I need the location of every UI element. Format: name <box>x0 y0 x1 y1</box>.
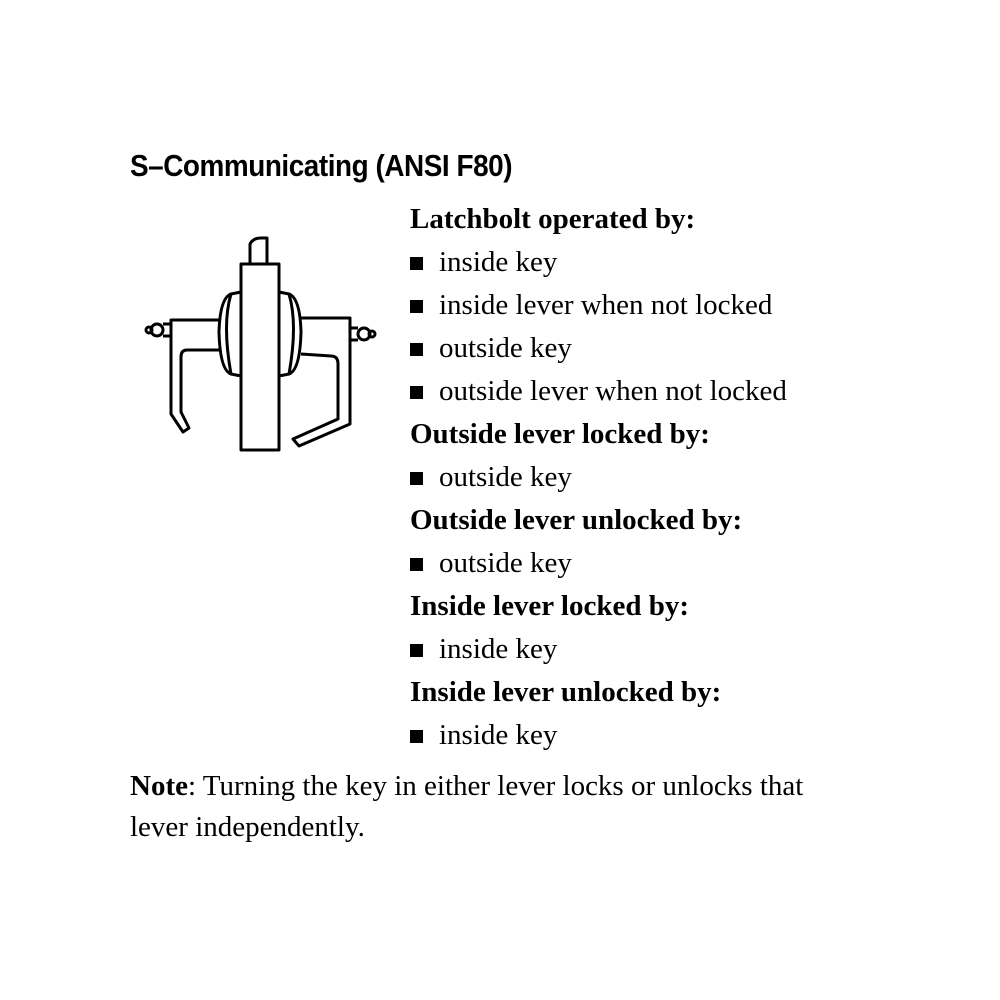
list-item: outside key <box>410 327 787 370</box>
note-label: Note <box>130 770 188 802</box>
section-heading: Inside lever locked by: <box>410 590 689 622</box>
list-item: inside key <box>410 241 787 284</box>
lever-lockset-icon <box>135 232 385 462</box>
list-item: inside key <box>410 714 787 757</box>
note-text: : Turning the key in either lever locks or unlocks that lever independently. <box>130 770 804 843</box>
section-heading: Outside lever unlocked by: <box>410 504 743 536</box>
note <box>130 766 830 848</box>
list-item: outside lever when not locked <box>410 370 787 413</box>
bullet-icon <box>410 472 423 485</box>
bullet-icon <box>410 644 423 657</box>
list-item: inside key <box>410 628 787 671</box>
bullet-icon <box>410 558 423 571</box>
bullet-icon <box>410 300 423 313</box>
page-title: S–Communicating (ANSI F80) <box>130 148 513 183</box>
section-heading: Outside lever locked by: <box>410 418 710 450</box>
bullet-icon <box>410 386 423 399</box>
list-item: outside key <box>410 542 787 585</box>
bullet-icon <box>410 343 423 356</box>
list-item: inside lever when not locked <box>410 284 787 327</box>
function-description <box>410 198 787 757</box>
section-heading: Inside lever unlocked by: <box>410 676 722 708</box>
list-item: outside key <box>410 456 787 499</box>
bullet-icon <box>410 257 423 270</box>
bullet-icon <box>410 730 423 743</box>
section-heading: Latchbolt operated by: <box>410 203 696 235</box>
